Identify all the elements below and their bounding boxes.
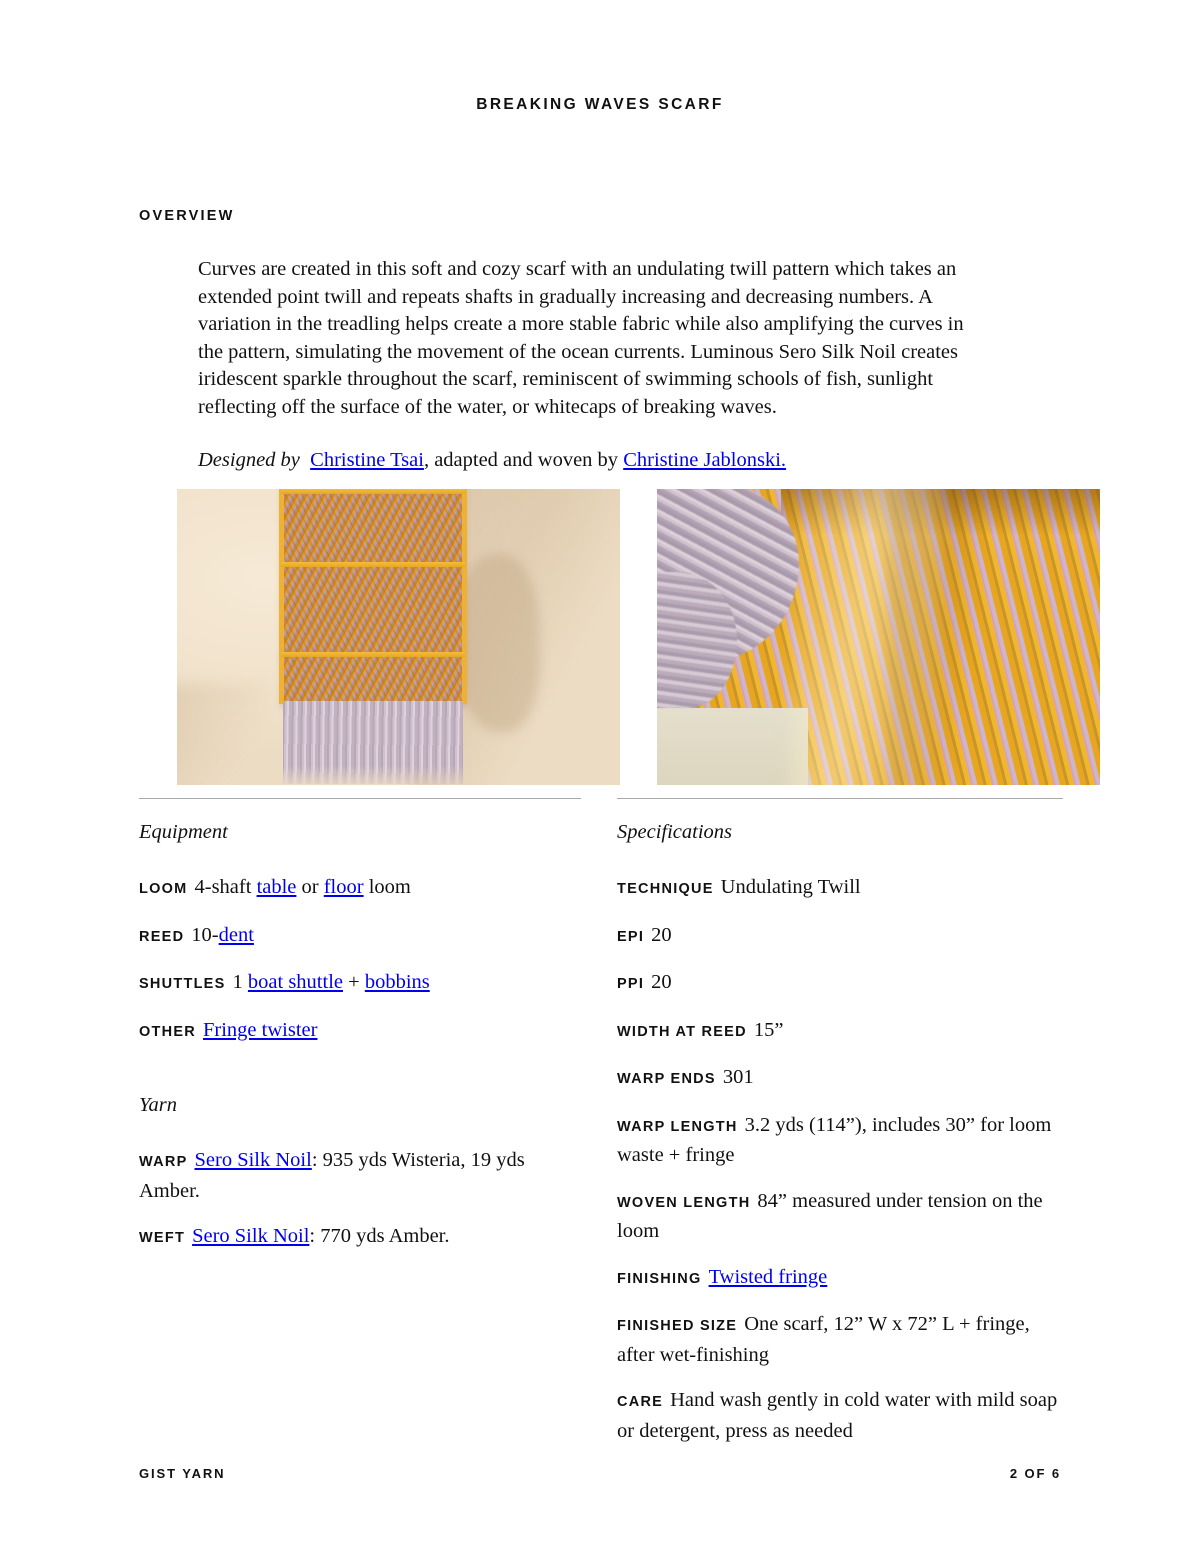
equipment-row-other: [139, 1016, 581, 1047]
dent-link[interactable]: dent: [218, 923, 254, 946]
specifications-list: [617, 873, 1063, 1445]
fringe-twister-link[interactable]: Fringe twister: [203, 1018, 318, 1041]
spec-row-width-at-reed: [617, 1016, 1063, 1047]
wall-shadow-corner: [177, 684, 266, 785]
scarf-selvedge-right: [462, 652, 467, 704]
equipment-label-loom: LOOM: [139, 881, 188, 897]
spec-label-finishing: FINISHING: [617, 1270, 702, 1287]
spec-row-warp-length: [617, 1111, 1063, 1170]
column-divider: [617, 798, 1063, 799]
spec-row-technique: [617, 873, 1063, 904]
spec-value-warp-length: 3.2 yds (114”), includes 30” for loom waste + fringe: [617, 1113, 1052, 1166]
yarn-label-warp: WARP: [139, 1154, 188, 1170]
yarn-section: [139, 1092, 581, 1253]
equipment-row-reed: [139, 921, 581, 952]
equipment-column: [139, 798, 581, 1270]
spec-label-finished-size: FINISHED SIZE: [617, 1318, 738, 1334]
warp-yarn-link[interactable]: Sero Silk Noil: [194, 1149, 312, 1171]
twisted-fringe-link[interactable]: Twisted fringe: [708, 1265, 828, 1288]
spec-value-width-at-reed: 15”: [753, 1018, 784, 1041]
spec-value-warp-ends: 301: [722, 1066, 754, 1088]
weft-yarn-link[interactable]: Sero Silk Noil: [192, 1225, 310, 1247]
weaver-link[interactable]: Christine Jablonski.: [623, 448, 787, 471]
equipment-value-mid: +: [343, 971, 365, 993]
photo-scarf-fabric-closeup: [657, 489, 1100, 785]
spec-value-technique: Undulating Twill: [720, 876, 861, 898]
photo-folded-scarf-on-wall: [177, 489, 620, 785]
scarf-fold-middle: [281, 562, 465, 655]
spec-label-technique: TECHNIQUE: [617, 881, 714, 897]
document-footer: [139, 1466, 1061, 1481]
spec-row-finishing: [617, 1263, 1063, 1294]
spec-value-finished-size: One scarf, 12” W x 72” L + fringe, after wet-finishing: [617, 1313, 1030, 1366]
equipment-value-post: loom: [363, 876, 411, 898]
scarf-fold-top: [281, 489, 465, 564]
specifications-title: Specifications: [617, 821, 733, 843]
spec-label-warp-length: WARP LENGTH: [617, 1118, 738, 1135]
byline: [198, 422, 970, 475]
designer-link[interactable]: Christine Tsai: [310, 448, 424, 471]
overview-paragraph: Curves are created in this soft and cozy scarf with an undulating twill pattern which takes an extended point twill and repeats shafts in gradually increasing and decreasing numbers. A variation in the treadling helps create a more stable fabric while also amplifying the curves in the pattern, simulating the movement of the ocean currents. Luminous Sero Silk Noil creates iridescent sparkle throughout the scarf, reminiscent of swimming schools of fish, sunlight reflecting off the surface of the water, or whitecaps of breaking waves.: [198, 258, 964, 418]
equipment-label-other: OTHER: [139, 1023, 196, 1040]
equipment-list: [139, 873, 581, 1046]
bobbins-link[interactable]: bobbins: [364, 971, 430, 993]
spec-label-woven-length: WOVEN LENGTH: [617, 1194, 751, 1211]
spec-row-warp-ends: [617, 1063, 1063, 1094]
floor-loom-link[interactable]: floor: [323, 876, 364, 898]
page-title: BREAKING WAVES SCARF: [476, 96, 724, 113]
spec-value-care: Hand wash gently in cold water with mild soap or detergent, press as needed: [617, 1389, 1058, 1442]
spec-label-warp-ends: WARP ENDS: [617, 1071, 716, 1087]
yarn-row-warp: [139, 1146, 581, 1205]
folded-scarf: [281, 489, 465, 785]
equipment-row-loom: [139, 873, 581, 904]
equipment-value-pre: 4-shaft: [194, 876, 257, 898]
yarn-row-weft: [139, 1222, 581, 1253]
equipment-row-shuttles: [139, 968, 581, 999]
spec-label-care: CARE: [617, 1394, 664, 1410]
footer-page-number: 2 OF 6: [1009, 1466, 1061, 1481]
scarf-twisted-fringe: [283, 701, 463, 784]
column-divider: [139, 798, 581, 799]
byline-middle: , adapted and woven by: [423, 448, 624, 471]
equipment-title: Equipment: [139, 821, 228, 843]
scarf-selvedge-right: [462, 489, 467, 564]
spec-row-epi: [617, 921, 1063, 952]
spec-label-epi: EPI: [617, 928, 645, 945]
warp-yarn-amount: : 935 yds Wisteria, 19 yds Amber.: [139, 1149, 525, 1202]
spec-label-ppi: PPI: [617, 976, 645, 992]
spec-row-care: [617, 1386, 1063, 1445]
fabric-drape-highlight: [790, 489, 941, 785]
document-header: [0, 96, 1200, 114]
equipment-label-reed: REED: [139, 928, 185, 945]
designed-by-label: Designed by: [198, 448, 300, 471]
overview-heading: OVERVIEW: [139, 208, 235, 224]
scarf-selvedge-left: [279, 489, 284, 564]
specifications-column: [617, 798, 1063, 1462]
equipment-value-mid: or: [296, 876, 324, 898]
overview-body: [198, 256, 970, 474]
boat-shuttle-link[interactable]: boat shuttle: [247, 971, 343, 993]
scarf-selvedge-left: [279, 562, 284, 655]
photo-row: [137, 473, 1060, 769]
scarf-fold-bottom: [281, 652, 465, 704]
spec-value-woven-length: 84” measured under tension on the loom: [617, 1189, 1043, 1242]
yarn-label-weft: WEFT: [139, 1230, 186, 1246]
equipment-label-shuttles: SHUTTLES: [139, 976, 226, 992]
yarn-title: Yarn: [139, 1094, 177, 1116]
spec-row-finished-size: [617, 1310, 1063, 1369]
spec-value-ppi: 20: [651, 971, 672, 993]
scarf-selvedge-right: [462, 562, 467, 655]
fabric-floor-surface: [657, 708, 808, 785]
weft-yarn-amount: : 770 yds Amber.: [309, 1225, 450, 1247]
spec-row-ppi: [617, 968, 1063, 999]
footer-brand: GIST YARN: [139, 1466, 226, 1481]
spec-value-epi: 20: [651, 923, 672, 946]
spec-row-woven-length: [617, 1187, 1063, 1246]
equipment-value-pre: 10-: [191, 923, 219, 946]
scarf-selvedge-left: [279, 652, 284, 704]
equipment-value-pre: 1: [232, 971, 248, 993]
table-loom-link[interactable]: table: [256, 876, 297, 898]
spec-label-width-at-reed: WIDTH AT REED: [617, 1023, 747, 1040]
